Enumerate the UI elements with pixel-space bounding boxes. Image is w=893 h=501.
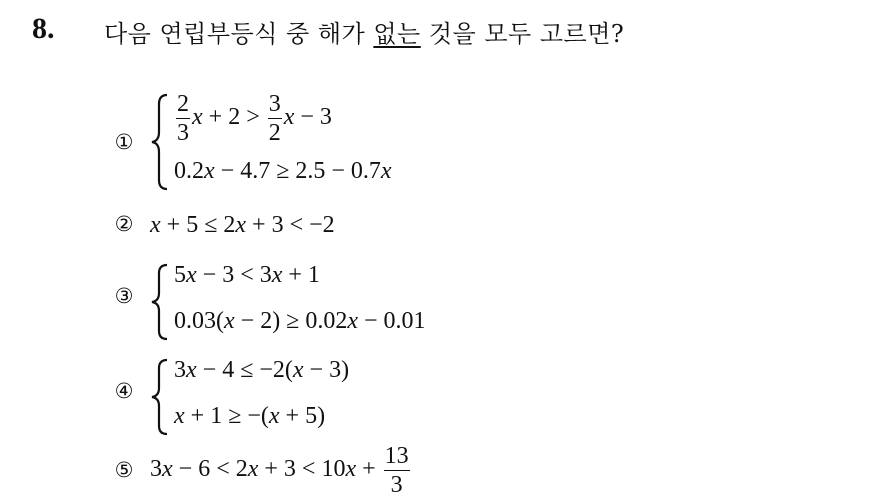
option-4[interactable] — [110, 357, 510, 437]
inequality-line-2: 0.03(x − 2) ≥ 0.02x − 0.01 — [174, 308, 426, 334]
question-number: 8. — [32, 12, 55, 45]
inequality-text: x − 3 — [283, 104, 332, 131]
option-marker: ③ — [114, 284, 134, 308]
option-marker: ⑤ — [114, 458, 134, 482]
question-text-before: 다음 연립부등식 중 해가 — [104, 20, 374, 48]
option-1[interactable] — [110, 92, 510, 192]
inequality-line-2: x + 1 ≥ −(x + 5) — [174, 403, 326, 429]
left-brace-icon — [150, 262, 170, 342]
fraction: $\frac{3}{2}$ — [268, 91, 281, 146]
inequality-line: x + 5 ≤ 2x + 3 < −2 — [150, 212, 335, 238]
question-text-underlined: 없는 — [373, 20, 421, 48]
option-marker: ① — [114, 130, 134, 154]
inequality-line-1: 5x − 3 < 3x + 1 — [174, 262, 320, 288]
option-marker: ④ — [114, 379, 134, 403]
inequality-line-2: 0.2x − 4.7 ≥ 2.5 − 0.7x — [174, 158, 392, 184]
option-2[interactable] — [110, 212, 510, 242]
inequality-text: 3x − 6 < 2x + 3 < 10x + — [150, 456, 382, 483]
inequality-line — [150, 444, 412, 497]
inequality-line-1 — [174, 92, 332, 145]
fraction: $\frac{2}{3}$ — [177, 91, 189, 146]
inequality-text: x + 2 > — [192, 104, 266, 131]
question-text — [104, 14, 624, 49]
option-marker: ② — [114, 212, 134, 236]
inequality-line-1: 3x − 4 ≤ −2(x − 3) — [174, 357, 350, 383]
option-5[interactable] — [110, 444, 510, 500]
left-brace-icon — [150, 92, 170, 192]
left-brace-icon — [150, 357, 170, 437]
option-3[interactable] — [110, 262, 570, 342]
fraction: $\frac{13}{3}$ — [384, 443, 409, 498]
question-text-after: 것을 모두 고르면? — [420, 20, 625, 48]
